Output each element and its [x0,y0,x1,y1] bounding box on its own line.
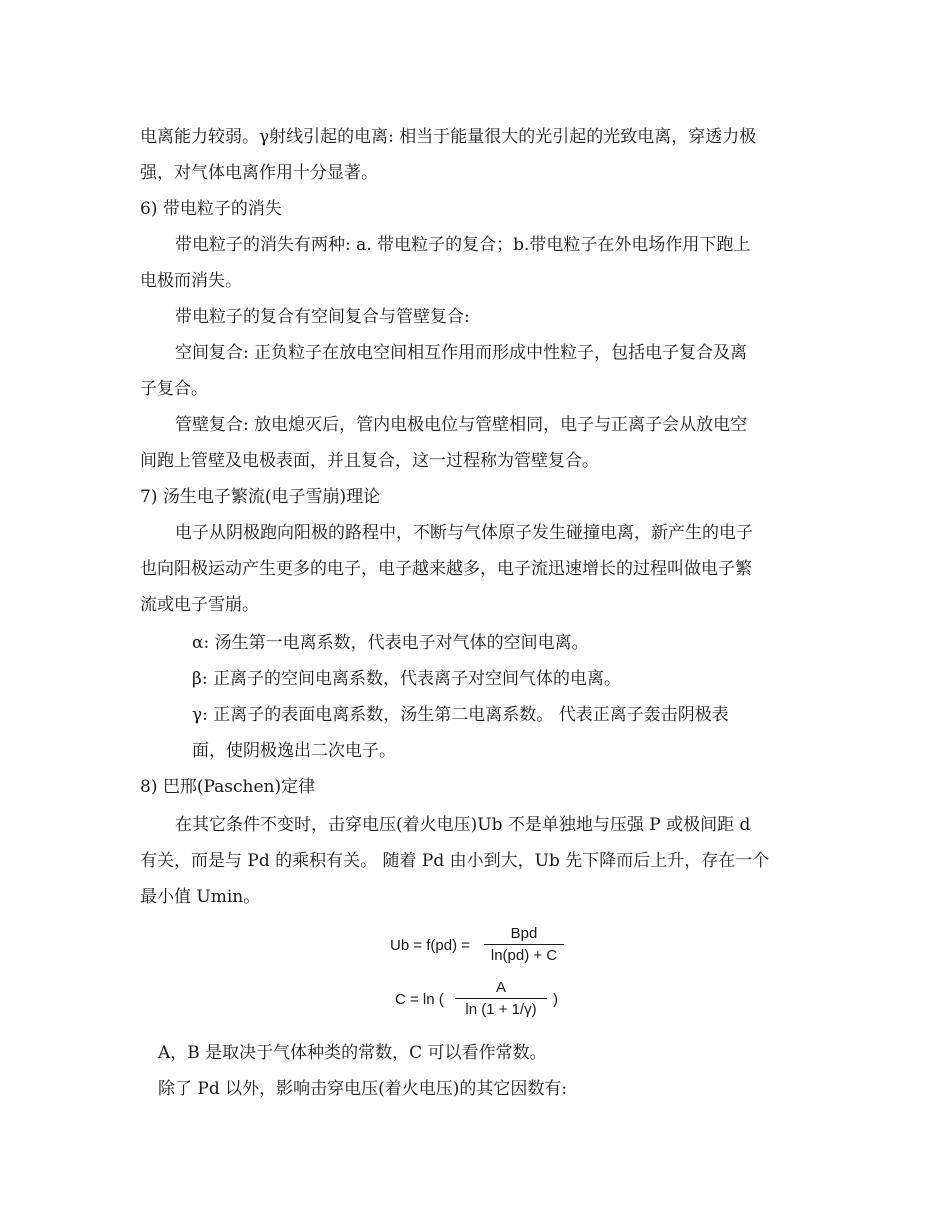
paragraph-line: 流或电子雪崩。 [140,595,259,615]
definition-line: γ: 正离子的表面电离系数，汤生第二电离系数。 代表正离子轰击阴极表 [192,705,729,725]
paragraph-line: 空间复合: 正负粒子在放电空间相互作用而形成中性粒子，包括电子复合及离 [175,343,748,363]
paragraph-line: 强，对气体电离作用十分显著。 [140,163,378,183]
paragraph-line: 电极而消失。 [140,271,242,291]
paragraph-line: 有关，而是与 Pd 的乘积有关。 随着 Pd 由小到大，Ub 先下降而后上升，存在一个 [140,851,770,871]
paragraph-line: A，B 是取决于气体种类的常数，C 可以看作常数。 [158,1043,547,1063]
definition-line: 面，使阴极逸出二次电子。 [192,741,396,761]
paragraph-line: 也向阳极运动产生更多的电子，电子越来越多，电子流迅速增长的过程叫做电子繁 [140,559,752,579]
fraction-numerator: Bpd [510,925,538,942]
formula-close-paren [553,991,558,1008]
formula-fraction [455,979,547,1018]
formula-lhs: C = ln ( [395,991,444,1008]
formula-fraction [484,925,564,964]
paragraph-line: 最小值 Umin。 [140,887,261,907]
paragraph-line: 管壁复合: 放电熄灭后，管内电极电位与管壁相同，电子与正离子会从放电空 [175,415,748,435]
fraction-denominator: ln(pd) + C [490,947,558,964]
fraction-numerator: A [495,979,506,996]
paragraph-line: 除了 Pd 以外，影响击穿电压(着火电压)的其它因数有: [158,1079,568,1099]
definition-line: β: 正离子的空间电离系数，代表离子对空间气体的电离。 [192,669,621,689]
paragraph-line: 在其它条件不变时，击穿电压(着火电压)Ub 不是单独地与压强 P 或极间距 d [175,815,751,835]
paragraph-line: 带电粒子的消失有两种: a. 带电粒子的复合；b.带电粒子在外电场作用下跑上 [175,235,751,255]
section-heading: 6) 带电粒子的消失 [140,199,282,219]
section-heading: 8) 巴邢(Paschen)定律 [140,777,316,797]
paragraph-line: 带电粒子的复合有空间复合与管壁复合: [175,307,470,327]
formula-lhs: Ub = f(pd) = [390,937,471,954]
paragraph-line: 间跑上管壁及电极表面，并且复合，这一过程称为管壁复合。 [140,451,599,471]
section-heading: 7) 汤生电子繁流(电子雪崩)理论 [140,487,381,507]
paragraph-line: 子复合。 [140,379,208,399]
fraction-denominator: ln (1 + 1/γ) [465,1001,537,1018]
formula-rhs: ) [553,991,558,1008]
paschen-formula [390,937,470,954]
definition-line: α: 汤生第一电离系数，代表电子对气体的空间电离。 [192,633,589,653]
constant-formula [395,991,444,1008]
paragraph-line: 电离能力较弱。γ射线引起的电离: 相当于能量很大的光引起的光致电离，穿透力极 [140,127,757,147]
paragraph-line: 电子从阴极跑向阳极的路程中，不断与气体原子发生碰撞电离，新产生的电子 [175,523,753,543]
